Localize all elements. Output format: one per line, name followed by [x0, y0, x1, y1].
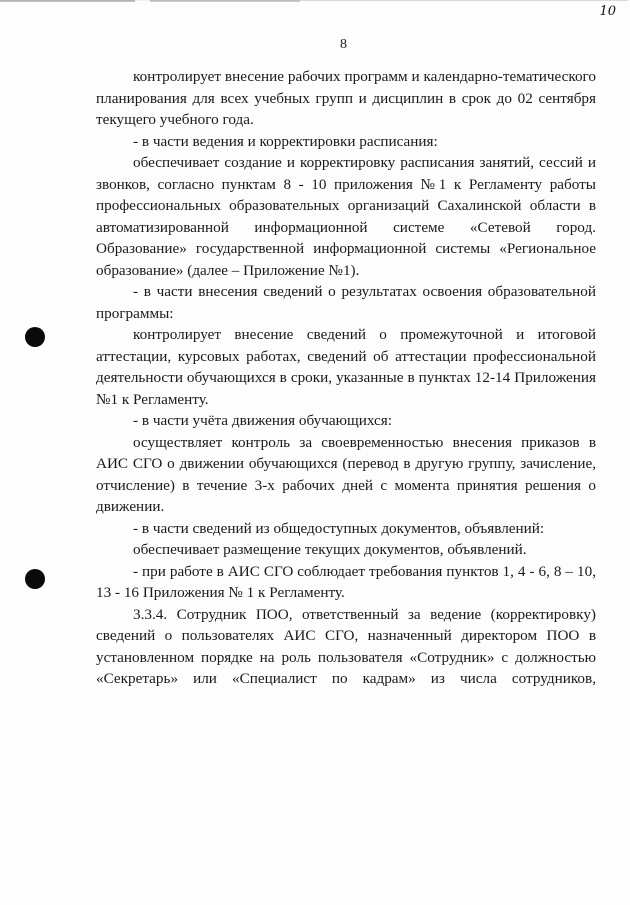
paragraph: контролирует внесение сведений о промежуточной и итоговой аттестации, курсовых работах, сведений об аттестации профессиональной деятельности обучающихся в сроки, указанные в пунктах 12-14 Приложения №1 к Регламенту.	[96, 326, 596, 408]
paragraph: - в части ведения и корректировки расписания:	[133, 132, 438, 150]
top-edge-scan-artifact	[0, 0, 300, 2]
handwritten-sheet-number: 10	[599, 4, 616, 19]
body-text	[96, 66, 596, 690]
paragraph: - в части сведений из общедоступных документов, объявлений:	[133, 519, 545, 537]
punch-hole-lower	[25, 569, 45, 589]
paragraph: осуществляет контроль за своевременностью внесения приказов в АИС СГО о движении обучающихся (перевод в другую группу, зачисление, отчисление) в течение 3-х рабочих дней с момента принятия решения о движении.	[96, 433, 596, 515]
paragraph: - при работе в АИС СГО соблюдает требования пунктов 1, 4 - 6, 8 – 10, 13 - 16 Приложения № 1 к Регламенту.	[96, 562, 596, 601]
paragraph: - в части учёта движения обучающихся:	[133, 412, 392, 429]
paragraph: 3.3.4. Сотрудник ПОО, ответственный за ведение (корректировку) сведений о пользователях АИС СГО, назначенный директором ПОО в установленном порядке на роль пользователя «Сотрудник» с должностью «Секретарь» или «Специалист по кадрам» из числа сотрудников,	[96, 605, 596, 687]
paragraph: - в части внесения сведений о результатах освоения образовательной программы:	[96, 283, 596, 322]
page-number: 8	[340, 37, 347, 52]
punch-hole-upper	[25, 327, 45, 347]
paragraph: обеспечивает размещение текущих документов, объявлений.	[133, 541, 527, 558]
paragraph: контролирует внесение рабочих программ и календарно-тематического планирования для всех учебных групп и дисциплин в срок до 02 сентября текущего учебного года.	[96, 68, 596, 128]
paragraph: обеспечивает создание и корректировку расписания занятий, сессий и звонков, согласно пунктам 8 - 10 приложения №1 к Регламенту работы профессиональных образовательных организаций Сахалинской области в автоматизированной информационной системе «Сетевой город. Образование» государственной информационной системы «Региональное образование» (далее – Приложение №1).	[96, 154, 596, 279]
